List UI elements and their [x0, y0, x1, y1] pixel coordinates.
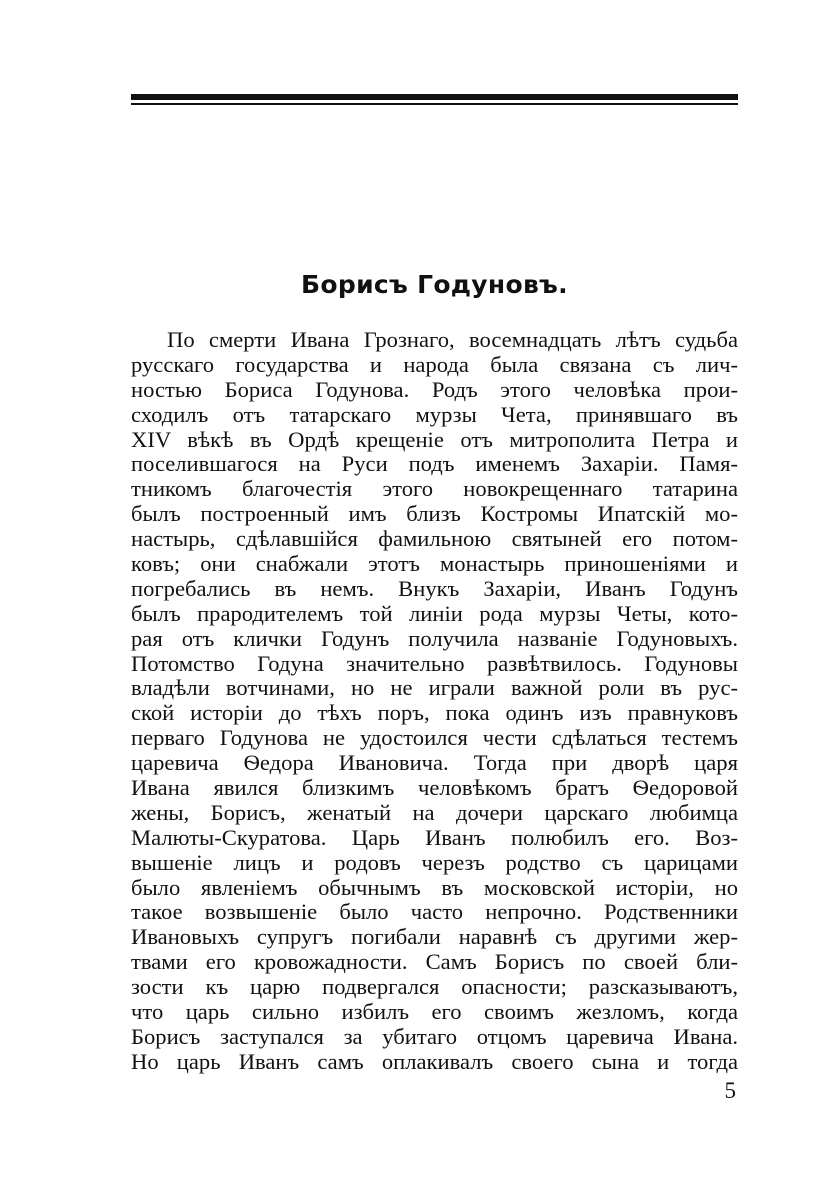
text-line: Борисъ заступался за убитаго отцомъ царевича Ивана. [131, 1023, 738, 1049]
text-line: погребались въ немъ. Внукъ Захаріи, Иванъ Годунъ [131, 575, 738, 601]
text-line: жены, Борисъ, женатый на дочери царскаго любимца [131, 799, 738, 825]
text-line: рая отъ клички Годунъ получила названіе Годуновыхъ. [131, 625, 738, 651]
text-line: настырь, сдѣлавшійся фамильною святыней его потом- [131, 526, 738, 552]
text-line: ской исторіи до тѣхъ поръ, пока одинъ изъ правнуковъ [131, 700, 738, 726]
text-line: что царь сильно избилъ его своимъ жезломъ, когда [131, 999, 738, 1025]
chapter-title: Борисъ Годуновъ. [301, 270, 568, 299]
text-line: ностью Бориса Годунова. Родъ этого человѣка прои- [131, 376, 738, 402]
text-line: русскаго государства и народа была связана съ лич- [131, 351, 738, 377]
text-line: перваго Годунова не удостоился чести сдѣлаться тестемъ [131, 725, 738, 751]
text-line: такое возвышеніе было часто непрочно. Родственники [131, 899, 738, 925]
body-paragraph [131, 328, 738, 1075]
text-line: сходилъ отъ татарскаго мурзы Чета, принявшаго въ [131, 401, 738, 427]
text-line: Но царь Иванъ самъ оплакивалъ своего сына и тогда [131, 1048, 738, 1074]
text-line: было явленіемъ обычнымъ въ московской исторіи, но [131, 874, 738, 900]
text-line: Ивана явился близкимъ человѣкомъ братъ Ѳедоровой [131, 775, 738, 801]
text-line: Потомство Годуна значительно развѣтвилось. Годуновы [131, 650, 738, 676]
page-number: 5 [724, 1078, 736, 1103]
text-line: вышеніе лицъ и родовъ черезъ родство съ царицами [131, 849, 738, 875]
text-line: тникомъ благочестія этого новокрещеннаго татарина [131, 476, 738, 502]
text-line: ковъ; они снабжали этотъ монастырь приношеніями и [131, 551, 738, 577]
text-line: владѣли вотчинами, но не играли важной роли въ рус- [131, 675, 738, 701]
text-line: зости къ царю подвергался опасности; разсказываютъ, [131, 974, 738, 1000]
text-line: твами его кровожадности. Самъ Борисъ по своей бли- [131, 949, 738, 975]
text-line: былъ построенный имъ близъ Костромы Ипатскій мо- [131, 501, 738, 527]
text-line: Ивановыхъ супругъ погибали наравнѣ съ другими жер- [131, 924, 738, 950]
text-line: поселившагося на Руси подъ именемъ Захаріи. Памя- [131, 451, 738, 477]
text-line: XIV вѣкѣ въ Ордѣ крещеніе отъ митрополита Петра и [131, 426, 738, 452]
header-rule-thin [131, 103, 738, 105]
text-line: Малюты-Скуратова. Царь Иванъ полюбилъ его. Воз- [131, 824, 738, 850]
text-line: былъ прародителемъ той линіи рода мурзы Четы, кото- [131, 600, 738, 626]
text-line: По смерти Ивана Грознаго, восемнадцать лѣтъ судьба [167, 327, 738, 352]
text-line: царевича Ѳедора Ивановича. Тогда при дворѣ царя [131, 750, 738, 776]
header-rule-thick [131, 94, 738, 100]
